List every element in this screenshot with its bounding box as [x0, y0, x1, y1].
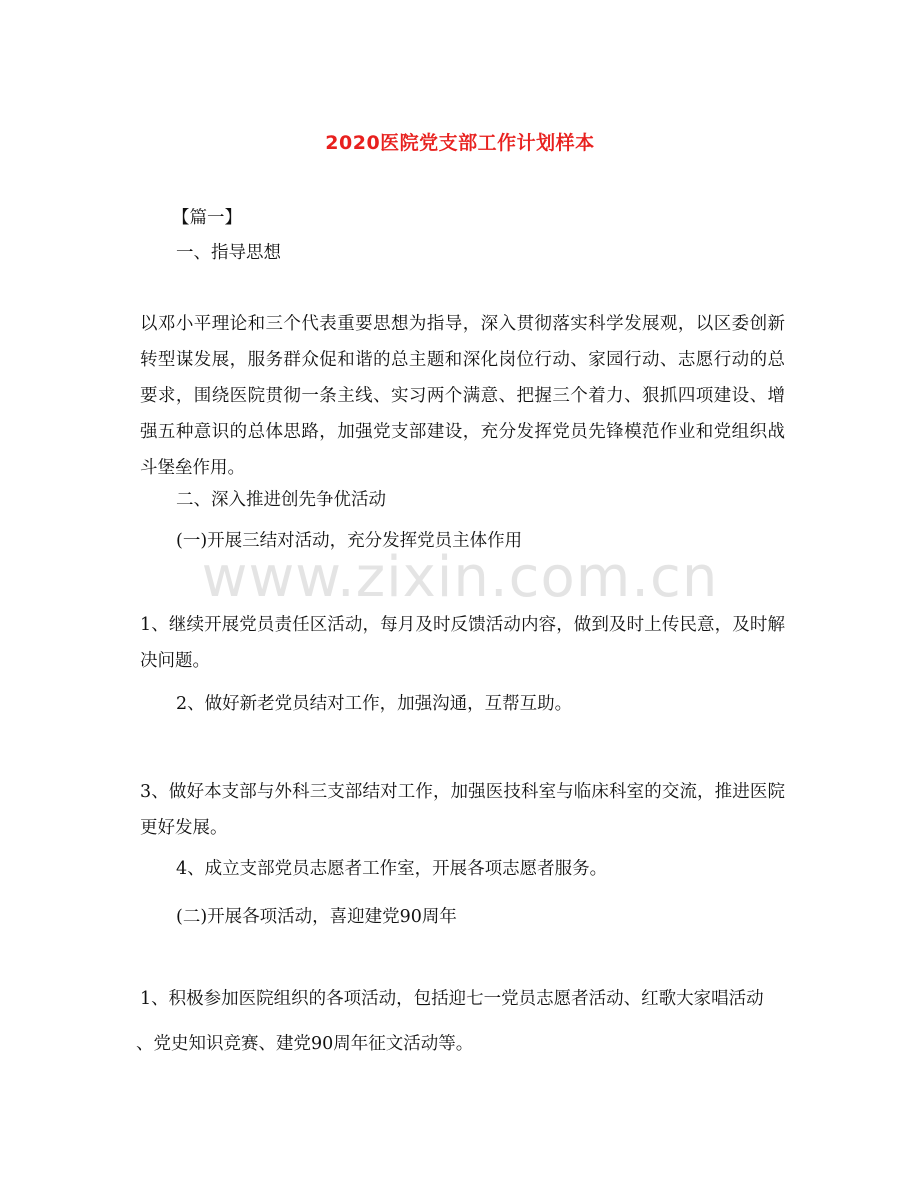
section-marker: 【篇一】: [172, 208, 242, 228]
list-item-1: 1、继续开展党员责任区活动，每月及时反馈活动内容，做到及时上传民意，及时解决问题。: [140, 615, 785, 671]
list-item-5-line-1: 1、积极参加医院组织的各项活动，包括迎七一党员志愿者活动、红歌大家唱活动: [140, 989, 764, 1009]
document-title: 2020医院党支部工作计划样本: [325, 132, 595, 154]
watermark: www.zixin.com.cn: [201, 545, 719, 610]
subheading-three-pairings: (一)开展三结对活动，充分发挥党员主体作用: [176, 531, 523, 551]
list-item-3: 3、做好本支部与外科三支部结对工作，加强医技科室与临床科室的交流，推进医院更好发展。: [140, 782, 785, 838]
list-item-4: 4、成立支部党员志愿者工作室，开展各项志愿者服务。: [176, 859, 608, 879]
heading-advance-activities: 二、深入推进创先争优活动: [176, 490, 386, 510]
list-item-2: 2、做好新老党员结对工作，加强沟通，互帮互助。: [176, 694, 573, 714]
list-item-5-line-2: 、党史知识竞赛、建党90周年征文活动等。: [136, 1034, 474, 1054]
heading-guiding-ideology: 一、指导思想: [176, 243, 281, 263]
paragraph-guiding-ideology: 以邓小平理论和三个代表重要思想为指导，深入贯彻落实科学发展观，以区委创新转型谋发展，服务群众促和谐的总主题和深化岗位行动、家园行动、志愿行动的总要求，围绕医院贯彻一条主线、实习两个满意、把握三个着力、狠抓四项建设、增强五种意识的总体思路，加强党支部建设，充分发挥党员先锋模范作业和党组织战斗堡垒作用。: [140, 314, 785, 478]
subheading-celebrate-90th: (二)开展各项活动，喜迎建党90周年: [176, 907, 457, 927]
